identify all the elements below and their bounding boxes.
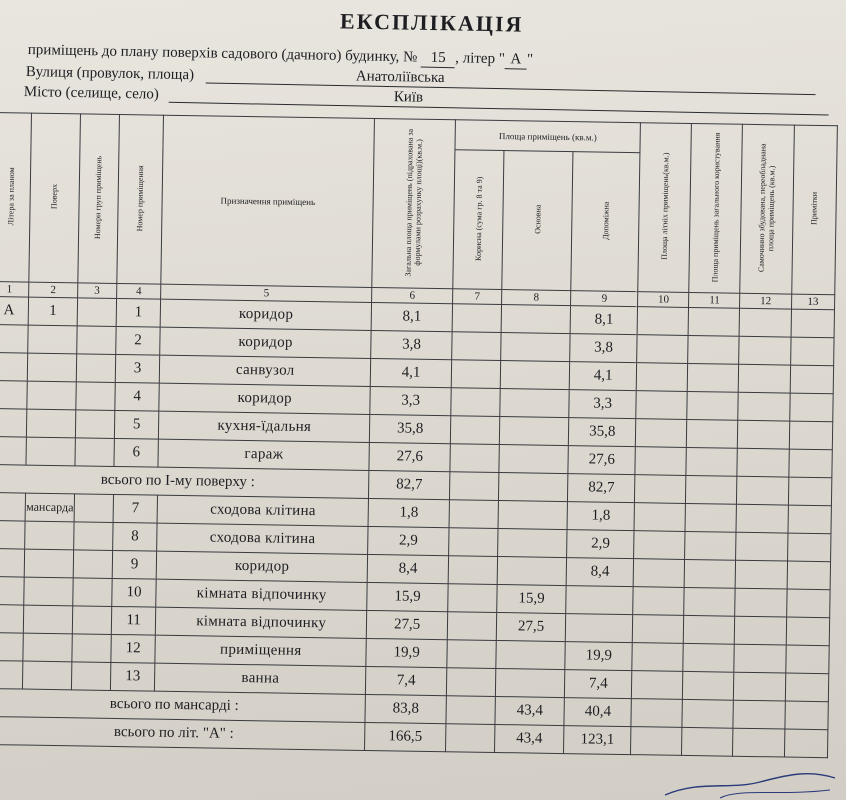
letter-cell	[0, 352, 28, 381]
room-name: коридор	[160, 327, 371, 358]
room-total-area: 35,8	[370, 414, 451, 443]
mansard-rows	[0, 492, 831, 701]
room-common-area	[688, 363, 739, 392]
room-total-area: 4,1	[370, 358, 451, 387]
room-number: 6	[114, 438, 159, 467]
room-summer-area	[632, 643, 683, 672]
room-main-area	[499, 417, 568, 446]
room-unauthorized-area	[735, 588, 787, 617]
room-notes	[790, 337, 834, 366]
room-name: коридор	[159, 383, 370, 414]
street-value: Анатоліївська	[355, 68, 445, 87]
room-notes	[789, 393, 833, 422]
room-notes	[787, 561, 831, 590]
room-name: ванна	[155, 663, 366, 694]
floor-cell: 1	[28, 297, 77, 326]
room-common-area	[685, 531, 736, 560]
room-common-area	[683, 643, 734, 672]
group-cell	[73, 550, 113, 579]
floor1-total-area: 82,7	[369, 470, 450, 499]
column-number: 12	[740, 293, 791, 309]
letter-cell	[0, 380, 28, 409]
letter-cell	[0, 492, 26, 521]
group-cell	[72, 606, 112, 635]
col-common-area-header: Площа приміщень загального користування	[689, 123, 743, 293]
room-total-area: 19,9	[366, 638, 447, 667]
city-value: Київ	[393, 89, 424, 106]
col-summer-area-header: Площа літніх приміщень(кв.м.)	[638, 123, 692, 293]
room-number: 13	[110, 662, 155, 691]
letter-cell	[0, 324, 28, 353]
room-summer-area	[634, 531, 685, 560]
room-summer-area	[633, 615, 684, 644]
room-summer-area	[632, 671, 683, 700]
room-total-area: 15,9	[367, 582, 448, 611]
room-unauthorized-area	[736, 560, 788, 589]
col-notes-header: Примітки	[791, 125, 837, 295]
header-plan-text: приміщень до плану поверхів садового (дачного) будинку, №	[27, 42, 418, 66]
col-total-area-header: Загальна площа приміщень (підрахована за формулами розрахунку площі)(кв.м.)	[372, 119, 456, 289]
col-floor-header: Поверх	[29, 113, 80, 283]
letter-cell	[0, 576, 25, 605]
col-main-area-header: Основна	[502, 151, 573, 291]
room-summer-area	[637, 363, 688, 392]
room-total-area: 8,4	[367, 554, 448, 583]
letter-cell	[0, 520, 25, 549]
room-useful-area	[452, 332, 501, 361]
group-cell	[76, 354, 116, 383]
letter-label: , літер "	[455, 50, 506, 68]
room-number: 1	[116, 298, 161, 327]
room-unauthorized-area	[738, 420, 790, 449]
letter-cell	[0, 408, 27, 437]
room-name: сходова клітина	[157, 523, 368, 554]
room-main-area	[498, 501, 567, 530]
room-common-area	[688, 307, 739, 336]
column-number: 10	[638, 292, 689, 308]
column-number: 5	[161, 284, 372, 302]
column-number: 6	[372, 287, 453, 303]
room-useful-area	[450, 444, 499, 473]
room-common-area	[684, 615, 735, 644]
explication-table	[0, 112, 838, 758]
floor-cell	[24, 605, 73, 634]
room-useful-area	[452, 304, 501, 333]
room-number: 10	[112, 578, 157, 607]
floor1-total-aux: 82,7	[568, 474, 636, 503]
room-number: 3	[115, 354, 160, 383]
room-number: 8	[113, 522, 158, 551]
floor-cell	[26, 437, 75, 466]
room-name: санвузол	[160, 355, 371, 386]
room-common-area	[686, 447, 737, 476]
room-unauthorized-area	[739, 364, 791, 393]
room-notes	[790, 365, 834, 394]
room-summer-area	[633, 587, 684, 616]
col-group-number-header: Номери груп приміщень	[77, 114, 119, 284]
room-common-area	[685, 559, 736, 588]
room-aux-area: 27,6	[568, 446, 636, 475]
group-cell	[75, 410, 115, 439]
col-useful-area-header: Корисна (сума гр. 8 та 9)	[453, 150, 504, 290]
letter-cell	[0, 660, 23, 689]
col-room-number-header: Номер приміщення	[117, 115, 164, 285]
letter-cell: А	[0, 296, 29, 325]
letter-cell	[0, 632, 24, 661]
room-common-area	[685, 503, 736, 532]
room-name: гараж	[158, 439, 369, 470]
room-main-area: 27,5	[496, 612, 565, 641]
room-unauthorized-area	[740, 308, 792, 337]
room-total-area: 8,1	[371, 302, 452, 331]
column-number: 1	[0, 281, 29, 297]
room-notes	[789, 421, 833, 450]
group-cell	[72, 634, 112, 663]
street-label: Вулиця (провулок, площа)	[25, 64, 195, 84]
col-purpose-header: Призначення приміщень	[161, 115, 375, 287]
room-number: 4	[115, 382, 160, 411]
room-common-area	[687, 391, 738, 420]
mansard-total-aux: 40,4	[564, 698, 632, 727]
mansard-total-label: всього по мансарді :	[0, 688, 366, 722]
mansard-total-main: 43,4	[495, 696, 564, 725]
room-notes	[787, 533, 831, 562]
room-unauthorized-area	[737, 448, 789, 477]
room-summer-area	[637, 307, 688, 336]
letter-close-quote: "	[526, 51, 534, 68]
room-total-area: 3,3	[370, 386, 451, 415]
room-unauthorized-area	[736, 532, 788, 561]
floor-cell	[27, 381, 76, 410]
column-number: 3	[77, 283, 117, 299]
group-cell	[76, 326, 116, 355]
city-underline	[169, 102, 829, 116]
column-number: 2	[29, 282, 78, 298]
room-number: 5	[114, 410, 159, 439]
room-notes	[788, 505, 832, 534]
room-summer-area	[635, 447, 686, 476]
group-cell	[77, 298, 117, 327]
floor-cell	[25, 549, 74, 578]
group-cell	[76, 382, 116, 411]
room-number: 7	[113, 494, 158, 523]
room-main-area	[499, 445, 568, 474]
room-name: коридор	[160, 299, 371, 330]
room-aux-area: 3,8	[570, 334, 638, 363]
grand-total-aux: 123,1	[564, 726, 632, 755]
column-number: 7	[453, 289, 502, 305]
group-cell	[74, 494, 114, 523]
letter-value: А	[505, 51, 527, 69]
floor-cell: мансарда	[25, 493, 74, 522]
letter-cell	[0, 436, 27, 465]
signature-mark	[660, 760, 840, 800]
room-common-area	[683, 671, 734, 700]
room-useful-area	[447, 612, 496, 641]
room-aux-area: 1,8	[567, 502, 635, 531]
room-name: сходова клітина	[157, 495, 368, 526]
floor1-total-label: всього по І-му поверху :	[0, 464, 369, 498]
room-number: 12	[111, 634, 156, 663]
room-main-area: 15,9	[497, 584, 566, 613]
room-notes	[789, 449, 833, 478]
document-title: ЕКСПЛІКАЦІЯ	[339, 8, 524, 37]
room-total-area: 1,8	[368, 498, 449, 527]
floor-cell	[24, 577, 73, 606]
room-aux-area	[566, 586, 634, 615]
floor-cell	[27, 409, 76, 438]
room-total-area: 3,8	[371, 330, 452, 359]
column-number: 4	[117, 283, 162, 299]
room-total-area: 2,9	[368, 526, 449, 555]
room-summer-area	[636, 391, 687, 420]
room-aux-area: 8,4	[566, 558, 634, 587]
room-main-area	[501, 305, 570, 334]
floor-cell	[28, 325, 77, 354]
mansard-total-area: 83,8	[365, 694, 446, 723]
room-aux-area: 35,8	[568, 418, 636, 447]
group-cell	[71, 662, 111, 691]
room-useful-area	[450, 416, 499, 445]
room-aux-area: 2,9	[567, 530, 635, 559]
room-useful-area	[451, 360, 500, 389]
room-main-area	[496, 668, 565, 697]
room-unauthorized-area	[739, 336, 791, 365]
room-main-area	[500, 361, 569, 390]
room-main-area	[500, 389, 569, 418]
room-unauthorized-area	[738, 392, 790, 421]
room-common-area	[687, 419, 738, 448]
column-number: 11	[689, 292, 740, 308]
group-cell	[73, 522, 113, 551]
house-number: 15	[421, 50, 455, 69]
room-notes	[786, 589, 830, 618]
floor-cell	[25, 521, 74, 550]
room-unauthorized-area	[734, 644, 786, 673]
room-number: 2	[116, 326, 161, 355]
room-summer-area	[634, 503, 685, 532]
room-total-area: 27,5	[366, 610, 447, 639]
room-aux-area: 4,1	[569, 362, 637, 391]
room-total-area: 7,4	[366, 666, 447, 695]
room-common-area	[688, 335, 739, 364]
floor1-rows	[0, 296, 834, 477]
room-notes	[785, 673, 829, 702]
room-useful-area	[449, 500, 498, 529]
column-number: 8	[502, 290, 571, 306]
room-useful-area	[448, 584, 497, 613]
grand-total-label: всього по літ. "А" :	[0, 716, 365, 750]
letter-cell	[0, 548, 25, 577]
floor-cell	[23, 633, 72, 662]
floor-cell	[28, 353, 77, 382]
room-unauthorized-area	[736, 504, 788, 533]
room-notes	[791, 309, 835, 338]
room-name: кімната відпочинку	[156, 607, 367, 638]
room-main-area	[497, 556, 566, 585]
room-name: кімната відпочинку	[156, 579, 367, 610]
column-number: 9	[571, 291, 638, 307]
room-useful-area	[451, 388, 500, 417]
room-aux-area: 3,3	[569, 390, 637, 419]
grand-total-area: 166,5	[365, 722, 446, 751]
column-number: 13	[791, 294, 835, 310]
room-useful-area	[446, 668, 495, 697]
group-cell	[75, 438, 115, 467]
room-name: кухня-їдальня	[159, 411, 370, 442]
room-unauthorized-area	[734, 672, 786, 701]
room-aux-area: 19,9	[565, 642, 633, 671]
room-main-area	[498, 529, 567, 558]
col-unauthorized-area-header: Самочинно збудована, переобладнана площа приміщень (кв.м.)	[740, 124, 794, 294]
room-common-area	[684, 587, 735, 616]
room-total-area: 27,6	[369, 442, 450, 471]
col-area-group-header: Площа приміщень (кв.м.)	[455, 120, 641, 153]
room-useful-area	[447, 640, 496, 669]
room-number: 11	[111, 606, 156, 635]
room-name: приміщення	[155, 635, 366, 666]
room-main-area	[496, 640, 565, 669]
letter-cell	[0, 604, 24, 633]
room-main-area	[501, 333, 570, 362]
group-cell	[72, 578, 112, 607]
room-summer-area	[636, 419, 687, 448]
room-notes	[786, 617, 830, 646]
room-useful-area	[448, 556, 497, 585]
header-row-1	[0, 113, 837, 156]
room-name: коридор	[156, 551, 367, 582]
room-summer-area	[637, 335, 688, 364]
room-useful-area	[449, 528, 498, 557]
floor1-total-main	[499, 473, 568, 502]
city-label: Місто (селище, село)	[23, 84, 159, 103]
grand-total-main: 43,4	[495, 724, 564, 753]
room-notes	[785, 645, 829, 674]
room-aux-area: 8,1	[570, 306, 638, 335]
floor-cell	[23, 661, 72, 690]
room-summer-area	[633, 559, 684, 588]
col-aux-area-header: Допоміжна	[571, 152, 640, 292]
col-letter-header: Літера за планом	[0, 113, 32, 283]
room-number: 9	[112, 550, 157, 579]
room-aux-area: 7,4	[564, 670, 632, 699]
room-aux-area	[565, 614, 633, 643]
room-unauthorized-area	[735, 616, 787, 645]
